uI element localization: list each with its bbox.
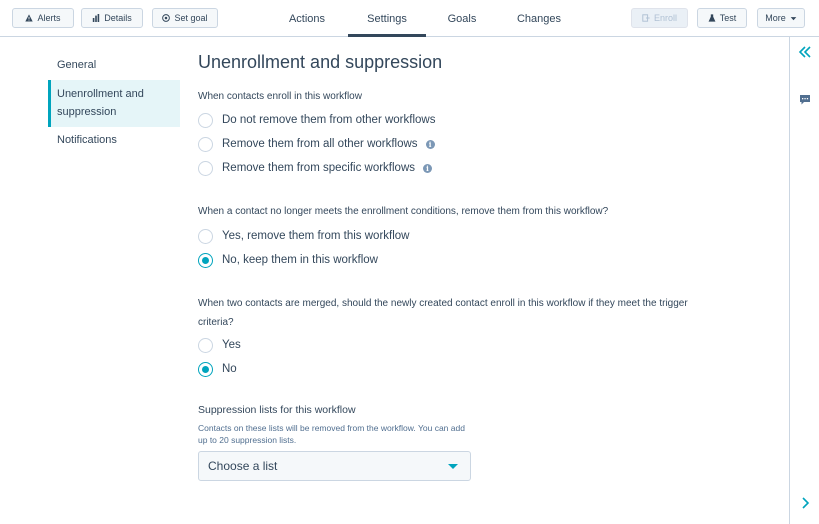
radio[interactable] — [198, 161, 213, 176]
enroll-icon — [642, 14, 650, 22]
info-icon[interactable]: i — [423, 164, 432, 173]
option-label: Yes, remove them from this workflow — [222, 230, 410, 242]
q1-option-remove-all[interactable] — [198, 135, 435, 153]
q2-option-no[interactable] — [198, 251, 378, 269]
select-value: Choose a list — [208, 459, 278, 473]
set-goal-button[interactable] — [152, 8, 218, 28]
target-icon — [162, 14, 170, 22]
sidebar-item-notifications[interactable] — [48, 131, 180, 149]
top-toolbar — [0, 0, 819, 37]
page-title: Unenrollment and suppression — [198, 52, 443, 72]
q3-label: When two contacts are merged, should the newly created contact enroll in this workflow if they meet the trigger criteria? — [198, 298, 688, 328]
details-label: Details — [104, 13, 132, 23]
sidebar-item-unenrollment[interactable] — [48, 80, 180, 127]
tab-actions[interactable] — [278, 0, 336, 37]
right-rail — [789, 37, 819, 524]
more-label: More — [765, 13, 786, 23]
tab-changes[interactable] — [508, 0, 570, 37]
q2-option-yes[interactable] — [198, 227, 409, 245]
flask-icon — [708, 14, 716, 22]
details-button[interactable] — [81, 8, 143, 28]
sidebar-item-general[interactable] — [48, 56, 180, 74]
q1-option-do-not-remove[interactable] — [198, 111, 435, 129]
q3-option-no[interactable] — [198, 360, 237, 378]
alerts-label: Alerts — [37, 13, 61, 23]
tab-actions-label: Actions — [288, 12, 326, 25]
tab-goals[interactable] — [438, 0, 486, 37]
expand-icon[interactable] — [790, 496, 819, 510]
suppression-label: Suppression lists for this workflow — [198, 404, 356, 416]
q1-label: When contacts enroll in this workflow — [198, 91, 362, 102]
radio[interactable] — [198, 113, 213, 128]
q1-option-remove-specific[interactable] — [198, 159, 432, 177]
suppression-help: Contacts on these lists will be removed from the workflow. You can add up to 20 suppression lists. — [198, 423, 465, 445]
radio[interactable] — [198, 229, 213, 244]
sidebar-item-label: Notifications — [57, 134, 117, 146]
sidebar-item-label: Unenrollment and suppression — [57, 88, 144, 118]
option-label: Do not remove them from other workflows — [222, 114, 436, 126]
caret-down-icon — [448, 464, 458, 469]
option-label: Remove them from specific workflows — [222, 162, 415, 174]
radio[interactable] — [198, 338, 213, 353]
radio[interactable] — [198, 137, 213, 152]
sidebar-item-label: General — [57, 59, 97, 71]
tab-changes-label: Changes — [516, 12, 562, 25]
caret-down-icon — [790, 15, 797, 22]
info-icon[interactable]: i — [426, 140, 435, 149]
q2-label: When a contact no longer meets the enrollment conditions, remove them from this workflow? — [198, 206, 609, 217]
option-label: No, keep them in this workflow — [222, 254, 378, 266]
more-button[interactable] — [757, 8, 805, 28]
tab-settings[interactable] — [348, 0, 426, 37]
option-label: Yes — [222, 339, 241, 351]
radio-checked[interactable] — [198, 253, 213, 268]
option-label: Remove them from all other workflows — [222, 138, 418, 150]
bar-chart-icon — [92, 14, 100, 22]
option-label: No — [222, 363, 237, 375]
radio-checked[interactable] — [198, 362, 213, 377]
tab-goals-label: Goals — [447, 12, 477, 25]
suppression-list-select[interactable] — [198, 451, 471, 481]
tab-settings-label: Settings — [367, 12, 407, 25]
enroll-button[interactable] — [631, 8, 688, 28]
test-label: Test — [719, 13, 737, 23]
enroll-label: Enroll — [653, 13, 677, 23]
comment-icon[interactable] — [790, 94, 819, 106]
set-goal-label: Set goal — [174, 13, 208, 23]
test-button[interactable] — [697, 8, 747, 28]
warning-icon — [25, 14, 33, 22]
q3-option-yes[interactable] — [198, 336, 241, 354]
alerts-button[interactable] — [12, 8, 74, 28]
collapse-icon[interactable] — [790, 45, 819, 59]
